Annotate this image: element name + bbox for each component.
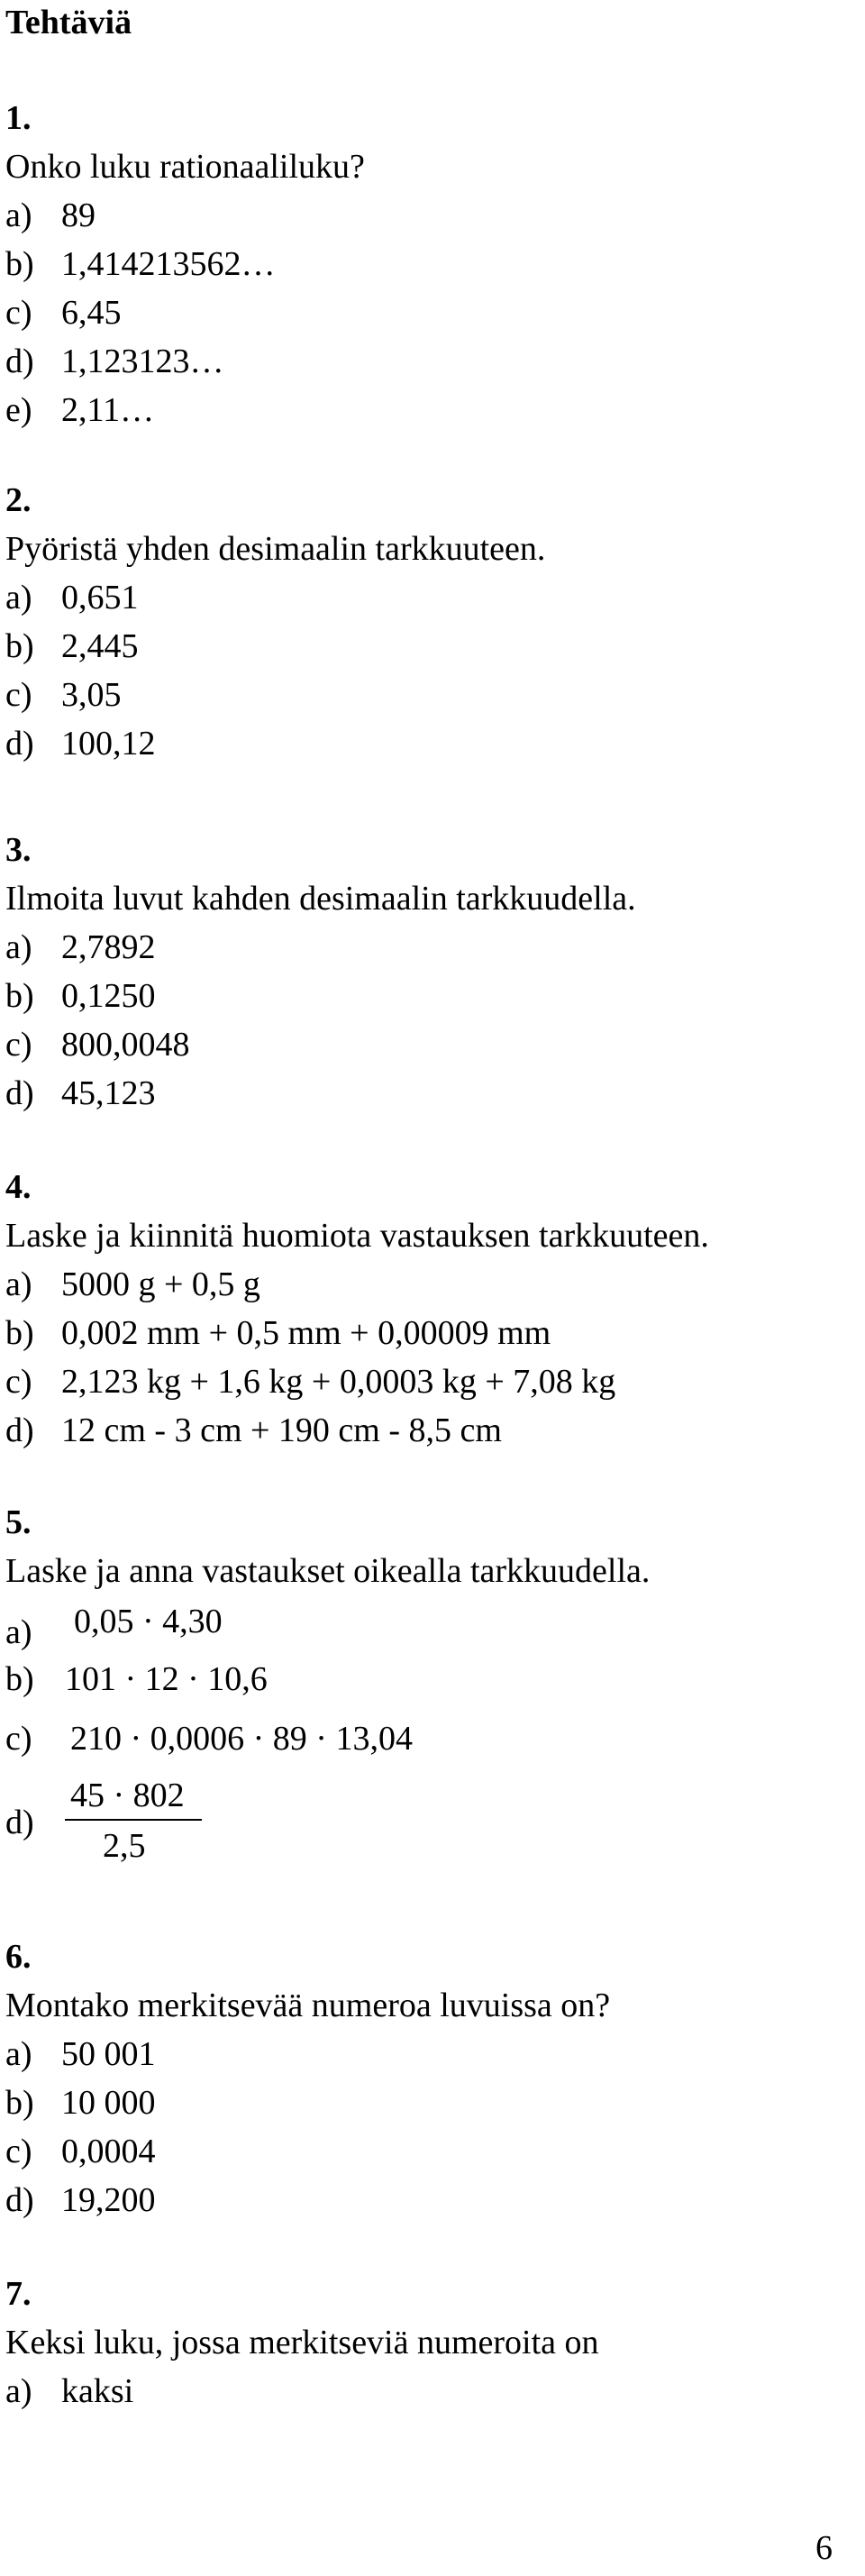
task-5-instruction: Laske ja anna vastaukset oikealla tarkkuudella. <box>5 1552 651 1590</box>
item-text: 45,123 <box>61 1074 156 1112</box>
item-label: a) <box>5 196 32 234</box>
task-1-item-d <box>5 341 224 382</box>
item-label: a) <box>5 1613 32 1651</box>
item-label: b) <box>5 1314 34 1352</box>
item-label: b) <box>5 245 34 283</box>
item-label: d) <box>5 1804 34 1841</box>
item-label: c) <box>5 294 32 332</box>
page-number: 6 <box>815 2529 833 2567</box>
task-3-item-c <box>5 1024 190 1065</box>
task-6-item-b <box>5 2082 156 2124</box>
item-label: c) <box>5 1720 32 1758</box>
item-text: 10 000 <box>61 2084 156 2122</box>
task-3-item-b <box>5 975 156 1017</box>
item-text: 12 cm - 3 cm + 190 cm - 8,5 cm <box>61 1411 502 1449</box>
item-text: 19,200 <box>61 2181 156 2219</box>
task-5-item-b <box>5 1658 268 1700</box>
task-3-instruction: Ilmoita luvut kahden desimaalin tarkkuudella. <box>5 880 636 918</box>
task-6-instruction: Montako merkitsevää numeroa luvuissa on? <box>5 1987 611 2024</box>
task-1-number: 1. <box>5 99 32 137</box>
task-4-item-c <box>5 1361 615 1402</box>
fraction-numerator: 45 · 802 <box>70 1777 185 1814</box>
task-4-item-b <box>5 1312 551 1354</box>
item-text: 0,651 <box>61 579 139 617</box>
item-text: 3,05 <box>61 676 122 714</box>
item-text: 5000 g + 0,5 g <box>61 1265 260 1303</box>
item-label: a) <box>5 928 32 966</box>
item-label: d) <box>5 1411 34 1449</box>
task-7-item-a <box>5 2370 133 2412</box>
item-expression: 101 · 12 · 10,6 <box>65 1660 268 1698</box>
task-4-instruction: Laske ja kiinnitä huomiota vastauksen tarkkuuteen. <box>5 1217 709 1255</box>
task-1-item-a <box>5 195 96 236</box>
task-1-instruction: Onko luku rationaaliluku? <box>5 148 365 186</box>
item-text: kaksi <box>61 2372 134 2410</box>
page-heading: Tehtäviä <box>5 4 132 41</box>
task-1-item-c <box>5 292 122 333</box>
item-label: a) <box>5 2035 32 2073</box>
task-4-item-d <box>5 1410 502 1451</box>
item-label: c) <box>5 1026 32 1064</box>
task-2-number: 2. <box>5 481 32 519</box>
item-label: a) <box>5 2372 32 2410</box>
task-6-item-d <box>5 2179 156 2221</box>
task-5-item-c <box>5 1718 413 1759</box>
item-label: d) <box>5 2181 34 2219</box>
task-3-item-a <box>5 927 156 968</box>
task-2-item-a <box>5 577 139 618</box>
task-1-item-b <box>5 243 276 285</box>
item-text: 2,123 kg + 1,6 kg + 0,0003 kg + 7,08 kg <box>61 1363 616 1401</box>
item-label: b) <box>5 2084 34 2122</box>
item-text: 800,0048 <box>61 1026 190 1064</box>
fraction-bar <box>65 1819 202 1821</box>
item-label: c) <box>5 1363 32 1401</box>
item-expression: 0,05 · 4,30 <box>74 1603 223 1640</box>
item-label: c) <box>5 2133 32 2170</box>
task-5-item-d-fraction <box>5 1776 366 1893</box>
task-6-item-c <box>5 2131 156 2172</box>
task-2-instruction: Pyöristä yhden desimaalin tarkkuuteen. <box>5 530 546 568</box>
task-1-item-e <box>5 389 154 431</box>
task-3-item-d <box>5 1073 156 1114</box>
task-2-item-d <box>5 723 156 764</box>
item-text: 100,12 <box>61 725 156 763</box>
item-label: d) <box>5 1074 34 1112</box>
item-text: 0,1250 <box>61 977 156 1015</box>
item-text: 89 <box>61 196 96 234</box>
item-text: 50 001 <box>61 2035 156 2073</box>
item-text: 2,7892 <box>61 928 156 966</box>
task-6-item-a <box>5 2033 156 2075</box>
task-7-instruction: Keksi luku, jossa merkitseviä numeroita on <box>5 2324 599 2361</box>
item-text: 1,123123… <box>61 343 224 380</box>
task-2-item-b <box>5 626 139 667</box>
item-label: d) <box>5 343 34 380</box>
task-4-number: 4. <box>5 1168 32 1206</box>
item-text: 0,0004 <box>61 2133 156 2170</box>
item-text: 2,11… <box>61 391 155 429</box>
item-expression: 210 · 0,0006 · 89 · 13,04 <box>70 1720 413 1758</box>
item-label: b) <box>5 977 34 1015</box>
item-text: 2,445 <box>61 627 139 665</box>
item-label: c) <box>5 676 32 714</box>
task-2-item-c <box>5 674 122 716</box>
task-5-number: 5. <box>5 1503 32 1541</box>
item-label: b) <box>5 1660 34 1698</box>
task-6-number: 6. <box>5 1938 32 1976</box>
item-label: b) <box>5 627 34 665</box>
fraction-denominator: 2,5 <box>103 1827 146 1865</box>
item-text: 6,45 <box>61 294 122 332</box>
task-5-item-a <box>5 1601 223 1651</box>
item-label: a) <box>5 579 32 617</box>
item-label: e) <box>5 391 32 429</box>
task-3-number: 3. <box>5 831 32 869</box>
item-label: d) <box>5 725 34 763</box>
task-7-number: 7. <box>5 2275 32 2313</box>
item-text: 1,414213562… <box>61 245 276 283</box>
task-4-item-a <box>5 1264 260 1305</box>
item-label: a) <box>5 1265 32 1303</box>
item-text: 0,002 mm + 0,5 mm + 0,00009 mm <box>61 1314 551 1352</box>
